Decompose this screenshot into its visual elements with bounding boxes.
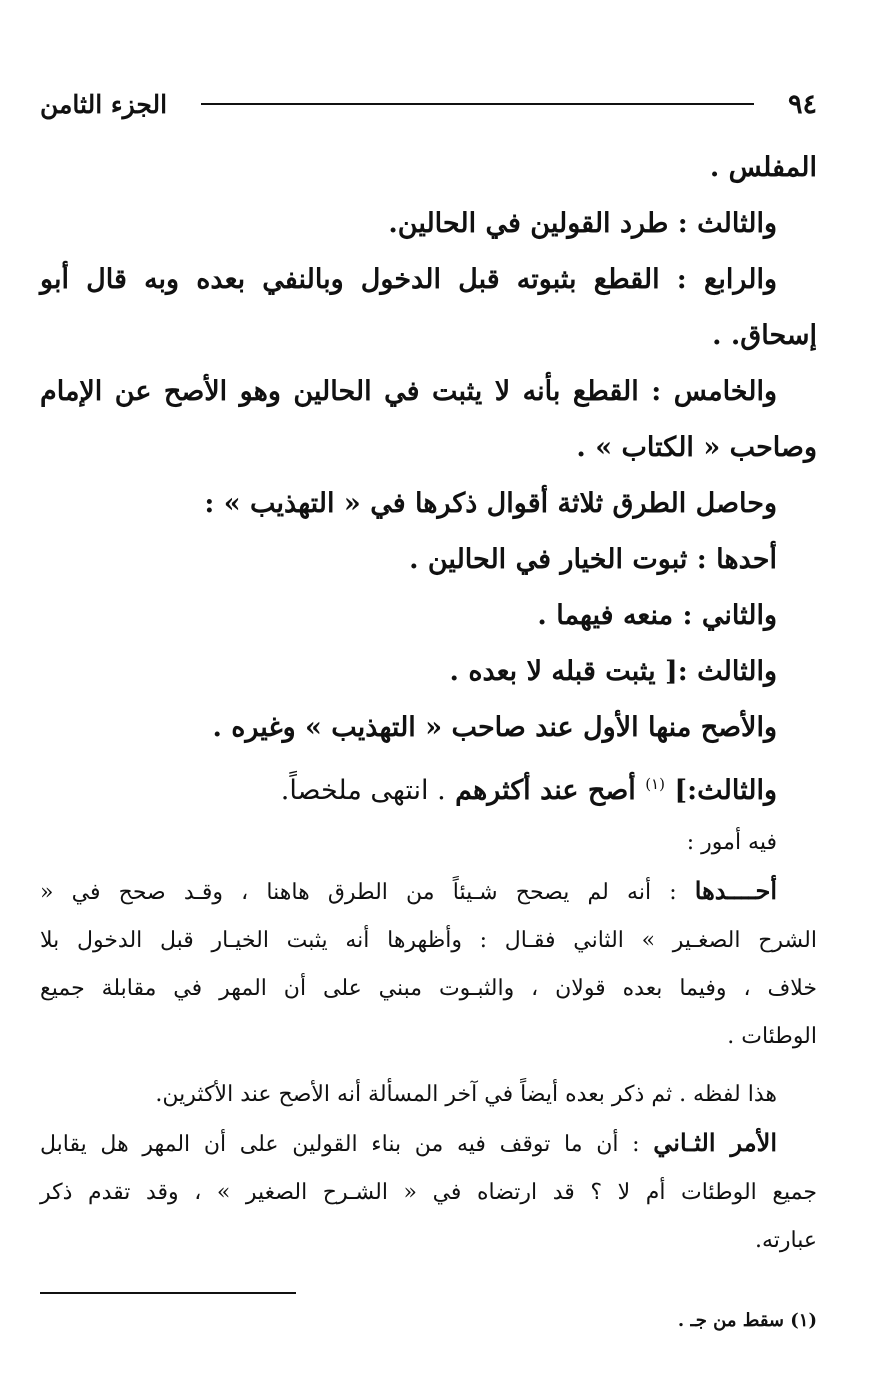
page-number: ٩٤ [787, 88, 817, 120]
page-header [40, 82, 817, 126]
text-line: والرابع : القطع بثبوته قبل الدخول وبالنفي بعده وبه قال أبو [40, 264, 777, 295]
text-line: فيه أمور : [686, 830, 777, 855]
footnote: (١) سقط من جـ . [677, 1310, 817, 1331]
text-line: الشرح الصغـير » الثاني فقـال : وأظهرها أنه يثبت الخيـار قبل الدخول بلا [40, 928, 817, 953]
text-line [40, 867, 817, 917]
text-line: والثالث : طرد القولين في الحالين. [388, 208, 777, 239]
line-segment: : أن ما توقف فيه من بناء القولين على أن المهر هل يقابل [40, 1132, 640, 1157]
footnote-ref: (١) [645, 775, 665, 793]
text-line: وحاصل الطرق ثلاثة أقوال ذكرها في « التهذيب » : [204, 488, 777, 519]
header-rule [201, 103, 754, 105]
line-segment: أصح عند أكثرهم [455, 775, 636, 806]
text-line: وصاحب « الكتاب » . [576, 432, 817, 463]
text-line: عبارته. [754, 1228, 817, 1253]
text-line: المفلس . [709, 152, 817, 183]
text-line: الوطئات . [727, 1024, 817, 1049]
page-body [40, 140, 817, 1265]
line-segment: . انتهى ملخصاً. [280, 775, 446, 806]
text-line: إسحاق. . [712, 320, 817, 351]
footnote-rule [40, 1292, 296, 1294]
text-line: والثاني : منعه فيهما . [537, 600, 777, 631]
text-line [40, 756, 817, 819]
document-page [40, 0, 817, 1387]
text-line [40, 1119, 817, 1169]
text-line: جميع الوطئات أم لا ؟ قد ارتضاه في « الشـرح الصغير » ، وقد تقدم ذكر [40, 1180, 817, 1205]
text-line: والثالث :[ يثبت قبله لا بعده . [449, 656, 777, 687]
line-segment: : أنه لم يصحح شـيئاً من الطرق هاهنا ، وقـد صحح في « [40, 880, 677, 905]
chapter-title: الجزء الثامن [40, 89, 168, 119]
line-segment: والثالث:] [674, 775, 777, 806]
line-segment: أحــــدها [694, 876, 777, 905]
text-line: هذا لفظه . ثم ذكر بعده أيضاً في آخر المسألة أنه الأصح عند الأكثرين. [155, 1082, 777, 1107]
text-line: أحدها : ثبوت الخيار في الحالين . [409, 544, 777, 575]
text-line: خلاف ، وفيما بعده قولان ، والثبـوت مبني على أن المهر في مقابلة جميع [40, 976, 817, 1001]
text-line: والأصح منها الأول عند صاحب « التهذيب » وغيره . [212, 712, 777, 743]
text-line: والخامس : القطع بأنه لا يثبت في الحالين وهو الأصح عن الإمام [40, 376, 777, 407]
line-segment: الأمر الثـاني [653, 1128, 778, 1157]
